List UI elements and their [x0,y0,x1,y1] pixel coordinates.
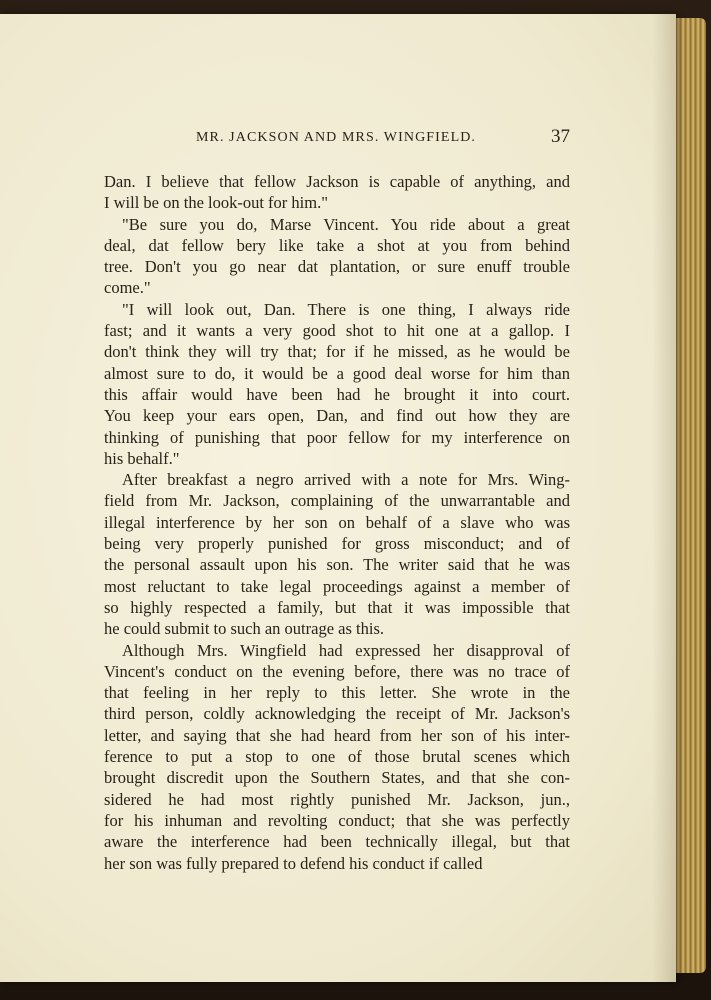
text-line: the personal assault upon his son. The writer said that he was [104,555,570,575]
text-line: letter, and saying that she had heard from her son of his inter- [104,725,570,745]
text-line: brought discredit upon the Southern States, and that she con- [104,768,570,788]
page-header [104,126,570,152]
text-line: thinking of punishing that poor fellow for my interference on [104,427,570,447]
text-line: Although Mrs. Wingfield had expressed her disapproval of [122,640,570,660]
text-line: tree. Don't you go near dat plantation, or sure enuff trouble [104,257,570,277]
text-line: being very properly punished for gross misconduct; and of [104,534,570,554]
text-line: most reluctant to take legal proceedings against a member of [104,576,570,596]
text-line: sidered he had most rightly punished Mr. Jackson, jun., [104,789,570,809]
text-line: that feeling in her reply to this letter. She wrote in the [104,683,570,703]
text-line: almost sure to do, it would be a good deal worse for him than [104,363,570,383]
text-line: fast; and it wants a very good shot to hit one at a gallop. I [104,321,570,341]
text-line: field from Mr. Jackson, complaining of the unwarrantable and [104,491,570,511]
running-head: MR. JACKSON AND MRS. WINGFIELD. [196,130,477,145]
text-line: After breakfast a negro arrived with a note for Mrs. Wing- [122,470,570,490]
text-line: illegal interference by her son on behalf of a slave who was [104,512,570,532]
text-line: her son was fully prepared to defend his conduct if called [104,853,483,873]
text-line: he could submit to such an outrage as this. [104,619,384,639]
text-line: for his inhuman and revolting conduct; that she was perfectly [104,810,570,830]
text-line: You keep your ears open, Dan, and find out how they are [104,406,570,426]
page-number: 37 [551,126,570,147]
text-line: aware the interference had been technically illegal, but that [104,832,570,852]
paragraph [104,469,570,639]
text-line: "Be sure you do, Marse Vincent. You ride about a great [122,214,570,234]
text-line: third person, coldly acknowledging the receipt of Mr. Jackson's [104,704,570,724]
text-line: ference to put a stop to one of those brutal scenes which [104,747,570,767]
paragraph [104,299,570,469]
text-line: "I will look out, Dan. There is one thing, I always ride [122,299,570,319]
text-line: deal, dat fellow bery like take a shot at you from behind [104,235,570,255]
text-line: Vincent's conduct on the evening before, there was no trace of [104,661,570,681]
text-line: Dan. I believe that fellow Jackson is capable of anything, and [104,172,570,191]
text-line: so highly respected a family, but that it was impossible that [104,597,570,617]
body-text [104,171,570,874]
text-line: don't think they will try that; for if he missed, as he would be [104,342,570,362]
text-line: come." [104,278,151,298]
text-line: I will be on the look-out for him." [104,193,328,213]
text-line: his behalf." [104,448,180,468]
paragraph [104,214,570,299]
text-line: this affair would have been had he brought it into court. [104,384,570,404]
paragraph [104,171,570,214]
paragraph [104,640,570,874]
book-page [0,14,676,982]
